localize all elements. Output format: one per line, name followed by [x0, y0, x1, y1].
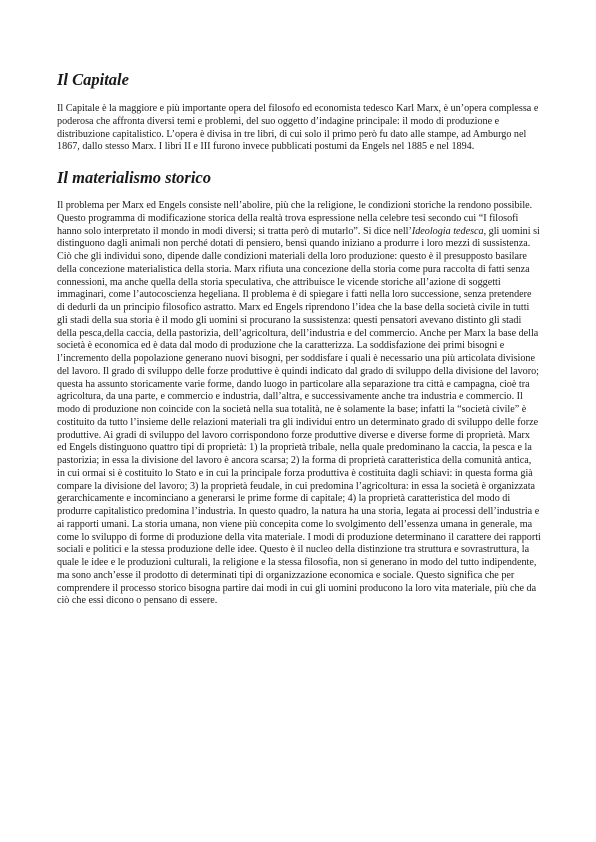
section-title-il-capitale: Il Capitale	[57, 70, 129, 89]
paragraph-materialismo-storico	[57, 200, 541, 608]
paragraph-il-capitale: Il Capitale è la maggiore e più importante opera del filosofo ed economista tedesco Karl Marx, è un’opera complessa e poderosa che affronta diversi temi e problemi, del suo oggetto d’indagine principale: il modo di produzione e distribuzione capitalistico. L’opera è divisa in tre libri, di cui solo il primo però fu dato alle stampe, ad Amburgo nel 1867, dallo stesso Marx. I libri II e III furono invece pubblicati postumi da Engels nel 1885 e nel 1894.	[57, 103, 539, 153]
paragraph-text-part-1: Il problema per Marx ed Engels consiste nell’abolire, più che la religione, le condizioni storiche la rendono possibile. Questo programma di modificazione storica della realtà trova espressione nella celebre tesi secondo cui “I filosofi hanno solo interpretato il mondo in modi diversi; si tratta però di mutarlo”. Si dice nell’	[57, 200, 533, 237]
italic-book-title: Ideologia tedesca	[411, 225, 484, 237]
document-page	[57, 70, 541, 608]
paragraph-text-part-2: , gli uomini si distinguono dagli animali non perché dotati di pensiero, bensì quando iniziano a produrre i loro mezzi di sussistenza. Ciò che gli individui sono, dipende dalle condizioni materiali della loro produzione: questo è il presupposto basilare della concezione materialistica della storia. Marx rifiuta una concezione della storia come pura raccolta di fatti senza connessioni, ma anche quella della storia speculativa, che attribuisce le vicende storiche all’azione di soggetti immaginari, come l’autocoscienza hegeliana. Il problema è di spiegare i fatti nella loro successione, senza pretendere di dedurli da un principio filosofico astratto. Marx ed Engels riprendono l’idea che la base della società civile in tutti gli stadi della sua storia è il modo gli uomini si procurano la sussistenza: questi pensatori avevano distinto gli stadi della pesca,della caccia, della pastorizia, dell’agricoltura, dell’industria e del commercio. Anche per Marx la base della società è economica ed è data dal modo di produzione che la caratterizza. La soddisfazione dei primi bisogni e l’incremento della popolazione generano nuovi bisogni, per soddisfare i quali è necessario una più articolata divisione del lavoro. Il grado di sviluppo delle forze produttive è quindi indicato dal grado di sviluppo della divisione del lavoro; questa ha assunto storicamente varie forme, dando luogo in particolare alla separazione tra città e campagna, cioè tra agricoltura, da una parte, e commercio e industria, dall’altra, e successivamente anche tra industria e commercio. Il modo di produzione non coincide con la società nella sua totalità, ne è solamente la base; infatti la “società civile” è costituito da tutto l’insieme delle relazioni materiali tra gli individui entro un determinato grado di sviluppo delle forze produttive. Ai gradi di sviluppo del lavoro corrispondono forze produttive diverse e diverse forme di proprietà. Marx ed Engels distinguono quattro tipi di proprietà: 1) la proprietà tribale, nella quale predominano la caccia, la pesca e la pastorizia; in essa la divisione del lavoro è ancora scarsa; 2) la forma di proprietà caratteristica della comunità antica, in cui ormai si è costituito lo Stato e in cui la principale forza produttiva è costituita dagli schiavi: in questa forma già compare la divisione del lavoro; 3) la proprietà feudale, in cui predomina l’agricoltura: in essa la società è organizzata gerarchicamente e incominciano a generarsi le prime forme di capitale; 4) la proprietà caratteristica del modo di produrre capitalistico predomina l’industria. In questo quadro, la natura ha una storia, legata ai processi dell’industria e ai rapporti umani. La storia umana, non viene più concepita come lo svolgimento dell’essenza umana in generale, ma come lo sviluppo di forme di produzione della vita materiale. I modi di produzione determinano il carattere dei rapporti sociali e politici e la stessa produzione delle idee. Questo è il nucleo della distinzione tra struttura e sovrastruttura, la quale le idee e le produzioni culturali, la religione e la stessa filosofia, non si generano in modo del tutto indipendente, ma sono anch’esse il prodotto di determinati tipi di organizzazione economica e sociale. Questo significa che per comprendere il processo storico bisogna partire dai modi in cui gli uomini producono la loro vita materiale, più che da ciò che essi dicono o pensano di essere.	[57, 225, 541, 607]
section-title-materialismo-storico: Il materialismo storico	[57, 168, 212, 187]
